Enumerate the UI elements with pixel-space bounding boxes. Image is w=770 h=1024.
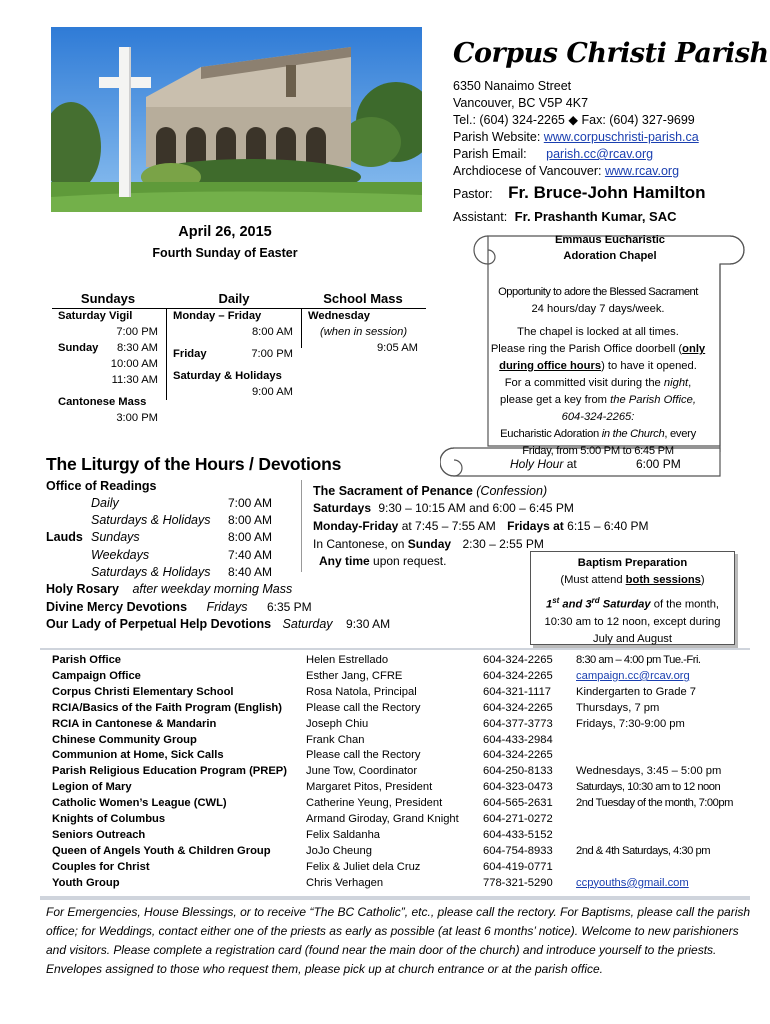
liturgical-sunday: Fourth Sunday of Easter xyxy=(152,246,298,260)
cantonese-mass-label: Cantonese Mass xyxy=(58,396,147,408)
adoration-friday: Friday, from 5:00 PM to 6:45 PM xyxy=(522,445,674,457)
penance-friday-time: 6:15 – 6:40 PM xyxy=(567,519,649,533)
directory-contact: Margaret Pitos, President xyxy=(306,781,433,794)
footer-bar xyxy=(40,896,750,900)
tel: Tel.: (604) 324-2265 xyxy=(453,113,565,127)
holy-hour-line xyxy=(510,457,577,471)
office-daily-time: 7:00 AM xyxy=(228,496,273,510)
ring-office-hours: during office hours xyxy=(499,360,602,372)
directory-phone: 604-321-1117 xyxy=(483,685,552,698)
column-divider-2 xyxy=(301,308,302,348)
directory-phone: 604-324-2265 xyxy=(483,701,553,714)
penance-cantonese-line xyxy=(313,537,544,551)
penance-saturday-line xyxy=(313,501,574,515)
penance-divider xyxy=(301,480,302,572)
adoration-church xyxy=(480,426,716,443)
rosary-note: after weekday morning Mass xyxy=(132,582,293,596)
lauds-sundays-label: Sundays xyxy=(91,530,140,544)
directory-organization: Knights of Columbus xyxy=(52,813,166,825)
sunday-time-2: 10:00 AM xyxy=(110,358,158,370)
adoration-ring xyxy=(480,341,716,358)
ring-text-a: Please ring the Parish Office doorbell ( xyxy=(490,343,683,355)
euch-text-a: Eucharistic Adoration xyxy=(500,428,602,440)
holy-hour-at: at xyxy=(566,457,577,471)
address-line-2: Vancouver, BC V5P 4K7 xyxy=(453,96,589,110)
directory-contact: Joseph Chiu xyxy=(306,717,369,730)
mercy-day: Fridays xyxy=(206,600,248,614)
directory-row xyxy=(0,670,770,686)
footer-note: For Emergencies, House Blessings, or to receive “The BC Catholic”, etc., please call the rectory. For Baptisms, please call the parish office; for Weddings, contact either one of the priests as early as possible (at least 6 months’ notice). Welcome to new parishioners and visitors. Please complete a registration card (found near the main door of the church) and introduce yourself to the priests. Envelopes assigned to those who request them, please pick up at church entrance or at the parish office. xyxy=(46,905,751,976)
adoration-body xyxy=(480,284,716,460)
directory-row xyxy=(0,654,770,670)
directory-contact: Frank Chan xyxy=(306,733,365,746)
directory-row xyxy=(0,781,770,797)
adoration-title-2: Adoration Chapel xyxy=(563,250,657,262)
directory-contact: Rosa Natola, Principal xyxy=(306,685,417,698)
directory-row xyxy=(0,702,770,718)
when-rest: of the month, xyxy=(650,598,720,611)
adoration-opportunity: Opportunity to adore the Blessed Sacrament xyxy=(498,286,698,298)
pastor-line xyxy=(453,184,706,203)
school-mass-note: (when in session) xyxy=(320,326,408,338)
saturday-holidays-label: Saturday & Holidays xyxy=(173,370,282,382)
assistant-name: Fr. Prashanth Kumar, SAC xyxy=(514,209,677,224)
baptism-except: July and August xyxy=(593,632,672,645)
directory-organization: Youth Group xyxy=(52,876,120,889)
directory-organization: RCIA in Cantonese & Mandarin xyxy=(52,717,217,730)
baptism-title: Baptism Preparation xyxy=(577,557,688,569)
directory-phone: 604-754-8933 xyxy=(483,844,553,857)
friday-label: Friday xyxy=(173,348,207,360)
office-readings-label: Office of Readings xyxy=(46,479,157,493)
perpetual-help-day: Saturday xyxy=(282,617,333,631)
adoration-title xyxy=(500,232,720,264)
holy-hour-time: 6:00 PM xyxy=(636,457,681,471)
baptism-must-attend xyxy=(531,572,734,589)
directory-note: Thursdays, 7 pm xyxy=(576,701,660,714)
directory-phone: 604-433-2984 xyxy=(483,733,553,746)
directory-organization: Parish Office xyxy=(52,654,122,666)
perpetual-help-label: Our Lady of Perpetual Help Devotions xyxy=(46,617,272,631)
pastor-label: Pastor: xyxy=(453,187,493,201)
penance-cantonese-day: Sunday xyxy=(407,537,452,551)
directory-organization: Parish Religious Education Program (PREP) xyxy=(52,765,287,778)
mercy-line xyxy=(46,600,312,614)
perpetual-help-time: 9:30 AM xyxy=(346,617,391,631)
directory-contact: Esther Jang, CFRE xyxy=(306,669,403,682)
saturday-holidays-time: 9:00 AM xyxy=(251,386,293,398)
night-text-b: , xyxy=(688,377,692,389)
assistant-label: Assistant: xyxy=(453,210,508,224)
column-divider-1 xyxy=(166,308,167,400)
bulletin-date: April 26, 2015 xyxy=(178,224,272,240)
must-u: both sessions xyxy=(625,574,701,586)
diamond-icon: ◆ xyxy=(568,113,578,127)
church-photo xyxy=(51,27,422,212)
penance-saturday-label: Saturdays xyxy=(313,501,372,515)
key-text-i: the Parish Office, xyxy=(610,394,696,406)
phone-fax-line xyxy=(453,112,695,129)
directory-contact: Chris Verhagen xyxy=(306,876,384,889)
rosary-line xyxy=(46,582,292,596)
holy-hour-label: Holy Hour xyxy=(510,457,564,471)
lauds-weekdays-label: Weekdays xyxy=(91,548,150,562)
penance-weekday-line xyxy=(313,519,649,533)
archdiocese-line xyxy=(453,163,679,180)
key-text-a: please get a key from xyxy=(500,394,611,406)
website-line xyxy=(453,129,699,146)
when-and: and 3 xyxy=(559,598,592,611)
directory-organization: Campaign Office xyxy=(52,669,141,682)
address-line-1: 6350 Nanaimo Street xyxy=(453,79,572,93)
directory xyxy=(0,654,770,894)
ring-only: only xyxy=(682,343,706,355)
adoration-scroll xyxy=(440,226,747,484)
baptism-time: 10:30 am to 12 noon, except during xyxy=(544,615,721,628)
directory-row xyxy=(0,686,770,702)
directory-organization: Catholic Women’s League (CWL) xyxy=(52,797,227,810)
directory-row xyxy=(0,845,770,861)
directory-note: 2nd & 4th Saturdays, 4:30 pm xyxy=(576,844,711,857)
office-saturday-time: 8:00 AM xyxy=(228,513,273,527)
directory-note: Wednesdays, 3:45 – 5:00 pm xyxy=(576,765,722,778)
directory-organization: Communion at Home, Sick Calls xyxy=(52,749,224,762)
must-b: ) xyxy=(700,574,705,586)
lauds-label: Lauds xyxy=(46,530,83,544)
lauds-sundays-time: 8:00 AM xyxy=(228,530,273,544)
directory-phone: 604-324-2265 xyxy=(483,749,553,762)
rosary-label: Holy Rosary xyxy=(46,582,119,596)
directory-row xyxy=(0,718,770,734)
directory-organization: Legion of Mary xyxy=(52,781,132,794)
directory-note: Fridays, 7:30-9:00 pm xyxy=(576,717,685,730)
night-text-a: For a committed visit during the xyxy=(504,377,664,389)
penance-cantonese-time: 2:30 – 2:55 PM xyxy=(462,537,544,551)
when-1: 1 xyxy=(545,598,553,611)
directory-contact: JoJo Cheung xyxy=(306,844,372,857)
archdiocese-link[interactable]: www.rcav.org xyxy=(604,164,680,178)
directory-note[interactable]: campaign.cc@rcav.org xyxy=(576,669,690,682)
directory-phone: 778-321-5290 xyxy=(483,876,553,889)
adoration-phone: 604-324-2265: xyxy=(561,411,635,423)
lauds-weekdays-time: 7:40 AM xyxy=(228,548,273,562)
archdiocese-label: Archdiocese of Vancouver: xyxy=(453,164,602,178)
directory-row xyxy=(0,734,770,750)
directory-phone: 604-433-5152 xyxy=(483,828,553,841)
school-mass-time: 9:05 AM xyxy=(376,342,418,354)
directory-contact: Helen Estrellado xyxy=(306,654,389,666)
saturday-vigil-time: 7:00 PM xyxy=(116,326,158,338)
penance-weekday-time: at 7:45 – 7:55 AM xyxy=(401,519,496,533)
saturday-vigil-label: Saturday Vigil xyxy=(58,310,133,322)
directory-note: Kindergarten to Grade 7 xyxy=(576,685,697,698)
penance-friday-label: Fridays at xyxy=(507,519,564,533)
when-st: st xyxy=(552,596,560,605)
directory-organization: Queen of Angels Youth & Children Group xyxy=(52,844,271,857)
email-line xyxy=(453,146,653,163)
directory-note: 2nd Tuesday of the month, 7:00pm xyxy=(576,797,733,810)
sunday-time-1: 8:30 AM xyxy=(116,342,158,354)
directory-phone: 604-565-2631 xyxy=(483,797,553,810)
directory-contact: Please call the Rectory xyxy=(306,701,421,714)
directory-contact: Please call the Rectory xyxy=(306,749,421,762)
must-a: (Must attend xyxy=(560,574,626,586)
directory-contact: Catherine Yeung, President xyxy=(306,797,443,810)
baptism-when xyxy=(531,592,734,614)
directory-phone: 604-323-0473 xyxy=(483,781,553,794)
penance-cantonese-text: In Cantonese, on xyxy=(313,537,405,551)
daily-header: Daily xyxy=(218,291,250,306)
euch-text-b: , every xyxy=(664,428,696,440)
directory-note: Saturdays, 10:30 am to 12 noon xyxy=(576,781,721,794)
penance-weekday-label: Monday-Friday xyxy=(313,519,399,533)
office-daily-label: Daily xyxy=(91,496,119,510)
euch-text-i: in the Church xyxy=(601,428,665,440)
directory-organization: Corpus Christi Elementary School xyxy=(52,685,234,698)
directory-organization: Seniors Outreach xyxy=(52,828,146,841)
penance-title-line xyxy=(313,484,547,498)
directory-phone: 604-324-2265 xyxy=(483,669,553,682)
sunday-label: Sunday xyxy=(58,342,99,354)
liturgy-heading: The Liturgy of the Hours / Devotions xyxy=(46,454,342,474)
assistant-line xyxy=(453,208,677,226)
directory-phone: 604-419-0771 xyxy=(483,860,553,873)
directory-row xyxy=(0,861,770,877)
penance-title: The Sacrament of Penance xyxy=(313,484,473,498)
fax: Fax: (604) 327-9699 xyxy=(581,113,695,127)
directory-row xyxy=(0,877,770,893)
directory-row xyxy=(0,829,770,845)
ring-text-b: ) to have it opened. xyxy=(601,360,697,372)
directory-phone: 604-271-0272 xyxy=(483,813,553,825)
email-link[interactable]: parish.cc@rcav.org xyxy=(546,147,654,161)
friday-time: 7:00 PM xyxy=(251,348,293,360)
email-label: Parish Email: xyxy=(453,147,527,161)
website-link[interactable]: www.corpuschristi-parish.ca xyxy=(543,130,699,144)
mercy-time: 6:35 PM xyxy=(266,600,312,614)
directory-row xyxy=(0,813,770,829)
directory-phone: 604-377-3773 xyxy=(483,717,553,730)
weekday-time: 8:00 AM xyxy=(251,326,293,338)
directory-organization: Couples for Christ xyxy=(52,860,150,873)
directory-contact: Felix Saldanha xyxy=(306,828,381,841)
cantonese-mass-time: 3:00 PM xyxy=(116,412,158,424)
directory-top-bar xyxy=(40,648,750,650)
penance-anytime-text: upon request. xyxy=(373,554,447,568)
adoration-ring-2 xyxy=(480,358,716,375)
directory-phone: 604-250-8133 xyxy=(483,765,553,778)
directory-row xyxy=(0,765,770,781)
adoration-key xyxy=(480,392,716,409)
parish-name: Corpus Christi Parish xyxy=(453,38,769,69)
when-sat: Saturday xyxy=(599,598,651,611)
directory-contact: Felix & Juliet dela Cruz xyxy=(306,860,421,873)
school-mass-day: Wednesday xyxy=(308,310,370,322)
adoration-title-1: Emmaus Eucharistic xyxy=(554,234,666,246)
when-rd: rd xyxy=(591,596,600,605)
sundays-header: Sundays xyxy=(80,291,136,306)
adoration-locked: The chapel is locked at all times. xyxy=(517,326,679,338)
directory-organization: RCIA/Basics of the Faith Program (English) xyxy=(52,701,282,714)
penance-title-note: (Confession) xyxy=(476,484,548,498)
school-mass-header: School Mass xyxy=(323,291,403,306)
lauds-saturday-time: 8:40 AM xyxy=(228,565,273,579)
website-label: Parish Website: xyxy=(453,130,541,144)
directory-contact: Armand Giroday, Grand Knight xyxy=(306,813,459,825)
mercy-label: Divine Mercy Devotions xyxy=(46,600,188,614)
perpetual-help-line xyxy=(46,617,390,631)
directory-row xyxy=(0,749,770,765)
penance-saturday-times: 9:30 – 10:15 AM and 6:00 – 6:45 PM xyxy=(378,501,574,515)
office-saturday-label: Saturdays & Holidays xyxy=(91,513,211,527)
baptism-box xyxy=(530,551,735,645)
directory-note: 8:30 am – 4:00 pm Tue.-Fri. xyxy=(576,654,701,666)
lauds-saturday-label: Saturdays & Holidays xyxy=(91,565,211,579)
night-text-i: night xyxy=(663,377,689,389)
directory-contact: June Tow, Coordinator xyxy=(306,765,418,778)
pastor-name: Fr. Bruce-John Hamilton xyxy=(508,183,706,202)
directory-phone: 604-324-2265 xyxy=(483,654,553,666)
penance-anytime-line xyxy=(319,554,446,568)
directory-row xyxy=(0,797,770,813)
directory-note[interactable]: ccpyouths@gmail.com xyxy=(576,876,689,889)
schedule-divider xyxy=(52,308,426,309)
adoration-night xyxy=(480,375,716,392)
adoration-hours: 24 hours/day 7 days/week. xyxy=(531,303,665,315)
weekday-label: Monday – Friday xyxy=(173,310,262,322)
sunday-time-3: 11:30 AM xyxy=(111,374,158,386)
penance-anytime-label: Any time xyxy=(319,554,370,568)
directory-organization: Chinese Community Group xyxy=(52,733,197,746)
